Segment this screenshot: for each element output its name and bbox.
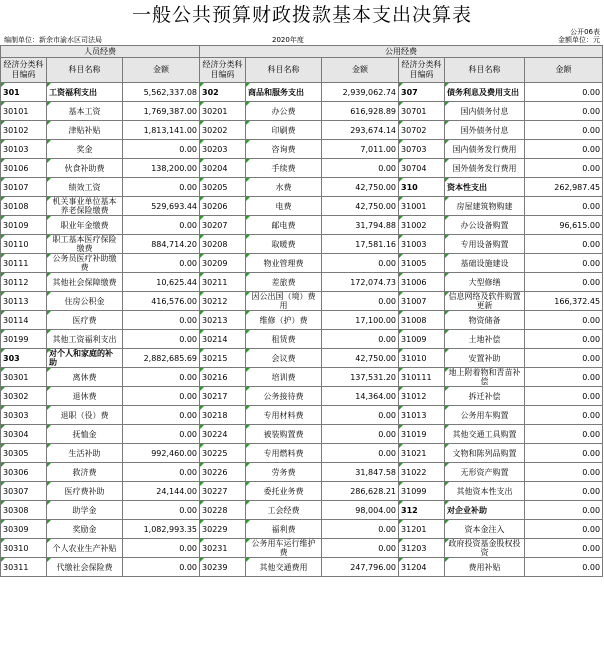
account-code-cell: 31204 [399, 558, 445, 577]
account-name-cell: 其他工资福利支出 [47, 330, 123, 349]
account-name-cell: 职工基本医疗保险缴费 [47, 235, 123, 254]
amount-cell: 616,928.89 [322, 102, 399, 121]
amount-cell: 0.00 [123, 330, 200, 349]
account-name-cell: 专用燃料费 [246, 444, 322, 463]
account-code-cell: 30112 [1, 273, 47, 292]
account-code-cell: 30304 [1, 425, 47, 444]
amount-cell: 0.00 [322, 330, 399, 349]
account-code-cell: 30203 [200, 140, 246, 159]
amount-cell: 0.00 [525, 520, 603, 539]
table-row [1, 140, 603, 159]
table-row [1, 349, 603, 368]
account-code-cell: 30215 [200, 349, 246, 368]
amount-cell: 0.00 [525, 425, 603, 444]
account-code-cell: 30301 [1, 368, 47, 387]
account-code-cell: 310 [399, 178, 445, 197]
name-column-header: 科目名称 [246, 58, 322, 83]
amount-cell: 0.00 [525, 539, 603, 558]
account-code-cell: 31201 [399, 520, 445, 539]
account-name-cell: 维修（护）费 [246, 311, 322, 330]
amount-cell: 0.00 [322, 406, 399, 425]
account-name-cell: 工会经费 [246, 501, 322, 520]
organization-label: 编制单位：新余市渝水区司法局 [4, 36, 102, 44]
amount-cell: 0.00 [123, 311, 200, 330]
account-name-cell: 电费 [246, 197, 322, 216]
account-name-cell: 安置补助 [445, 349, 525, 368]
account-code-cell: 30310 [1, 539, 47, 558]
account-code-cell: 30225 [200, 444, 246, 463]
account-name-cell: 邮电费 [246, 216, 322, 235]
account-name-cell: 地上附着物和青苗补偿 [445, 368, 525, 387]
account-code-cell: 31007 [399, 292, 445, 311]
account-code-cell: 30216 [200, 368, 246, 387]
account-name-cell: 奖金 [47, 140, 123, 159]
account-code-cell: 30306 [1, 463, 47, 482]
account-name-cell: 差旅费 [246, 273, 322, 292]
account-name-cell: 水费 [246, 178, 322, 197]
account-name-cell: 物业管理费 [246, 254, 322, 273]
code-column-header: 经济分类科目编码 [200, 58, 246, 83]
amount-cell: 0.00 [123, 558, 200, 577]
account-name-cell: 资本性支出 [445, 178, 525, 197]
account-code-cell: 31005 [399, 254, 445, 273]
expenditure-table [0, 45, 603, 577]
account-code-cell: 31099 [399, 482, 445, 501]
amount-cell: 0.00 [123, 216, 200, 235]
account-name-cell: 住房公积金 [47, 292, 123, 311]
amount-cell: 0.00 [123, 387, 200, 406]
amount-cell: 0.00 [525, 235, 603, 254]
amount-cell: 0.00 [525, 254, 603, 273]
account-name-cell: 咨询费 [246, 140, 322, 159]
account-code-cell: 31001 [399, 197, 445, 216]
account-name-cell: 债务利息及费用支出 [445, 83, 525, 102]
account-name-cell: 专用设备购置 [445, 235, 525, 254]
account-name-cell: 退休费 [47, 387, 123, 406]
account-code-cell: 310111 [399, 368, 445, 387]
amount-cell: 0.00 [123, 140, 200, 159]
table-row [1, 216, 603, 235]
amount-cell: 0.00 [525, 501, 603, 520]
account-name-cell: 物资储备 [445, 311, 525, 330]
account-code-cell: 301 [1, 83, 47, 102]
account-code-cell: 30701 [399, 102, 445, 121]
table-title: 一般公共预算财政拨款基本支出决算表 [131, 4, 472, 26]
account-name-cell: 培训费 [246, 368, 322, 387]
amount-cell: 172,074.73 [322, 273, 399, 292]
table-row [1, 102, 603, 121]
name-column-header: 科目名称 [47, 58, 123, 83]
account-name-cell: 拆迁补偿 [445, 387, 525, 406]
account-code-cell: 30201 [200, 102, 246, 121]
account-name-cell: 无形资产购置 [445, 463, 525, 482]
amount-cell: 0.00 [525, 368, 603, 387]
table-row [1, 311, 603, 330]
account-code-cell: 31003 [399, 235, 445, 254]
table-row [1, 463, 603, 482]
amount-cell: 0.00 [525, 83, 603, 102]
table-row [1, 444, 603, 463]
amount-cell: 1,769,387.00 [123, 102, 200, 121]
amount-cell: 0.00 [525, 121, 603, 140]
account-name-cell: 办公设备购置 [445, 216, 525, 235]
amount-cell: 0.00 [525, 197, 603, 216]
amount-cell: 286,628.21 [322, 482, 399, 501]
table-row [1, 520, 603, 539]
amount-cell: 0.00 [525, 463, 603, 482]
table-row [1, 558, 603, 577]
account-code-cell: 31012 [399, 387, 445, 406]
account-code-cell: 30311 [1, 558, 47, 577]
account-name-cell: 对企业补助 [445, 501, 525, 520]
account-code-cell: 30704 [399, 159, 445, 178]
amount-cell: 0.00 [525, 387, 603, 406]
account-code-cell: 30229 [200, 520, 246, 539]
account-name-cell: 公务员医疗补助缴费 [47, 254, 123, 273]
fiscal-year: 2020年度 [272, 36, 304, 44]
amount-cell: 1,813,141.00 [123, 121, 200, 140]
account-name-cell: 医疗费补助 [47, 482, 123, 501]
account-name-cell: 因公出国（境）费用 [246, 292, 322, 311]
name-column-header: 科目名称 [445, 58, 525, 83]
account-code-cell: 30109 [1, 216, 47, 235]
account-name-cell: 伙食补助费 [47, 159, 123, 178]
account-code-cell: 30110 [1, 235, 47, 254]
amount-cell: 0.00 [525, 273, 603, 292]
account-code-cell: 30213 [200, 311, 246, 330]
account-name-cell: 费用补贴 [445, 558, 525, 577]
table-row [1, 121, 603, 140]
account-code-cell: 30103 [1, 140, 47, 159]
amount-cell: 0.00 [322, 539, 399, 558]
amount-cell: 0.00 [322, 520, 399, 539]
table-row [1, 159, 603, 178]
account-code-cell: 31010 [399, 349, 445, 368]
amount-cell: 31,847.58 [322, 463, 399, 482]
account-name-cell: 会议费 [246, 349, 322, 368]
account-code-cell: 30227 [200, 482, 246, 501]
account-name-cell: 机关事业单位基本养老保险缴费 [47, 197, 123, 216]
amount-cell: 7,011.00 [322, 140, 399, 159]
account-code-cell: 30302 [1, 387, 47, 406]
account-name-cell: 印刷费 [246, 121, 322, 140]
account-code-cell: 30308 [1, 501, 47, 520]
amount-cell: 0.00 [123, 406, 200, 425]
account-code-cell: 30208 [200, 235, 246, 254]
account-name-cell: 对个人和家庭的补助 [47, 349, 123, 368]
table-row [1, 273, 603, 292]
table-row [1, 254, 603, 273]
account-name-cell: 公务接待费 [246, 387, 322, 406]
amount-cell: 0.00 [123, 178, 200, 197]
account-name-cell: 信息网络及软件购置更新 [445, 292, 525, 311]
account-code-cell: 307 [399, 83, 445, 102]
amount-cell: 0.00 [525, 558, 603, 577]
account-code-cell: 31008 [399, 311, 445, 330]
amount-cell: 1,082,993.35 [123, 520, 200, 539]
public-funds-header: 公用经费 [200, 46, 603, 58]
amount-cell: 416,576.00 [123, 292, 200, 311]
table-row [1, 330, 603, 349]
amount-cell: 0.00 [123, 368, 200, 387]
personnel-funds-header: 人员经费 [1, 46, 200, 58]
amount-cell: 5,562,337.08 [123, 83, 200, 102]
account-name-cell: 取暖费 [246, 235, 322, 254]
account-code-cell: 30239 [200, 558, 246, 577]
amount-cell: 0.00 [525, 330, 603, 349]
amount-cell: 529,693.44 [123, 197, 200, 216]
amount-cell: 10,625.44 [123, 273, 200, 292]
account-code-cell: 30113 [1, 292, 47, 311]
amount-cell: 0.00 [525, 482, 603, 501]
account-name-cell: 基本工资 [47, 102, 123, 121]
account-name-cell: 国外债务发行费用 [445, 159, 525, 178]
account-code-cell: 31203 [399, 539, 445, 558]
account-code-cell: 30703 [399, 140, 445, 159]
amount-cell: 0.00 [322, 254, 399, 273]
account-code-cell: 30199 [1, 330, 47, 349]
account-name-cell: 公务用车运行维护费 [246, 539, 322, 558]
amount-cell: 0.00 [123, 501, 200, 520]
amount-cell: 262,987.45 [525, 178, 603, 197]
amount-column-header: 金额 [322, 58, 399, 83]
amount-unit: 金额单位：元 [558, 36, 600, 44]
account-name-cell: 资本金注入 [445, 520, 525, 539]
account-code-cell: 30106 [1, 159, 47, 178]
account-code-cell: 31021 [399, 444, 445, 463]
account-name-cell: 土地补偿 [445, 330, 525, 349]
account-code-cell: 30101 [1, 102, 47, 121]
amount-cell: 0.00 [322, 159, 399, 178]
account-code-cell: 30108 [1, 197, 47, 216]
account-code-cell: 30214 [200, 330, 246, 349]
account-name-cell: 津贴补贴 [47, 121, 123, 140]
account-name-cell: 其他资本性支出 [445, 482, 525, 501]
account-code-cell: 30307 [1, 482, 47, 501]
table-row [1, 197, 603, 216]
amount-cell: 0.00 [525, 159, 603, 178]
account-code-cell: 31019 [399, 425, 445, 444]
amount-cell: 0.00 [525, 349, 603, 368]
account-name-cell: 基础设施建设 [445, 254, 525, 273]
account-name-cell: 文物和陈列品购置 [445, 444, 525, 463]
amount-column-header: 金额 [525, 58, 603, 83]
amount-cell: 0.00 [525, 311, 603, 330]
account-code-cell: 30102 [1, 121, 47, 140]
account-code-cell: 31013 [399, 406, 445, 425]
account-code-cell: 303 [1, 349, 47, 368]
table-row [1, 292, 603, 311]
account-code-cell: 30202 [200, 121, 246, 140]
amount-cell: 17,100.00 [322, 311, 399, 330]
amount-cell: 0.00 [123, 463, 200, 482]
account-name-cell: 医疗费 [47, 311, 123, 330]
account-code-cell: 30218 [200, 406, 246, 425]
account-name-cell: 福利费 [246, 520, 322, 539]
account-code-cell: 30303 [1, 406, 47, 425]
amount-cell: 0.00 [123, 425, 200, 444]
amount-cell: 96,615.00 [525, 216, 603, 235]
account-name-cell: 专用材料费 [246, 406, 322, 425]
account-name-cell: 奖励金 [47, 520, 123, 539]
amount-cell: 98,004.00 [322, 501, 399, 520]
amount-cell: 138,200.00 [123, 159, 200, 178]
account-name-cell: 救济费 [47, 463, 123, 482]
amount-cell: 14,364.00 [322, 387, 399, 406]
account-name-cell: 绩效工资 [47, 178, 123, 197]
account-code-cell: 30211 [200, 273, 246, 292]
form-number: 公开06表 [570, 28, 600, 36]
account-code-cell: 30107 [1, 178, 47, 197]
code-column-header: 经济分类科目编码 [1, 58, 47, 83]
account-code-cell: 30209 [200, 254, 246, 273]
account-name-cell: 手续费 [246, 159, 322, 178]
account-code-cell: 31009 [399, 330, 445, 349]
amount-cell: 0.00 [123, 539, 200, 558]
amount-cell: 293,674.14 [322, 121, 399, 140]
account-name-cell: 国外债务付息 [445, 121, 525, 140]
account-code-cell: 30207 [200, 216, 246, 235]
account-name-cell: 租赁费 [246, 330, 322, 349]
amount-cell: 0.00 [123, 254, 200, 273]
table-row [1, 501, 603, 520]
account-name-cell: 国内债务付息 [445, 102, 525, 121]
account-code-cell: 30206 [200, 197, 246, 216]
table-row [1, 178, 603, 197]
table-row [1, 425, 603, 444]
amount-cell: 992,460.00 [123, 444, 200, 463]
amount-cell: 42,750.00 [322, 349, 399, 368]
account-code-cell: 30228 [200, 501, 246, 520]
account-name-cell: 其他交通工具购置 [445, 425, 525, 444]
amount-cell: 42,750.00 [322, 197, 399, 216]
table-row [1, 539, 603, 558]
amount-cell: 0.00 [322, 425, 399, 444]
account-code-cell: 31006 [399, 273, 445, 292]
amount-cell: 0.00 [322, 292, 399, 311]
account-code-cell: 30111 [1, 254, 47, 273]
account-name-cell: 大型修缮 [445, 273, 525, 292]
account-code-cell: 30702 [399, 121, 445, 140]
account-name-cell: 生活补助 [47, 444, 123, 463]
amount-column-header: 金额 [123, 58, 200, 83]
amount-cell: 24,144.00 [123, 482, 200, 501]
account-code-cell: 30224 [200, 425, 246, 444]
account-code-cell: 30309 [1, 520, 47, 539]
account-name-cell: 劳务费 [246, 463, 322, 482]
amount-cell: 2,939,062.74 [322, 83, 399, 102]
table-row [1, 368, 603, 387]
amount-cell: 31,794.88 [322, 216, 399, 235]
table-row [1, 482, 603, 501]
account-code-cell: 312 [399, 501, 445, 520]
account-name-cell: 国内债务发行费用 [445, 140, 525, 159]
code-column-header: 经济分类科目编码 [399, 58, 445, 83]
account-code-cell: 30114 [1, 311, 47, 330]
account-code-cell: 31002 [399, 216, 445, 235]
account-name-cell: 其他社会保障缴费 [47, 273, 123, 292]
amount-cell: 166,372.45 [525, 292, 603, 311]
amount-cell: 0.00 [525, 102, 603, 121]
account-name-cell: 离休费 [47, 368, 123, 387]
account-code-cell: 302 [200, 83, 246, 102]
account-name-cell: 其他交通费用 [246, 558, 322, 577]
account-code-cell: 30204 [200, 159, 246, 178]
table-row [1, 387, 603, 406]
account-code-cell: 30305 [1, 444, 47, 463]
amount-cell: 0.00 [525, 406, 603, 425]
account-name-cell: 个人农业生产补贴 [47, 539, 123, 558]
amount-cell: 247,796.00 [322, 558, 399, 577]
table-row [1, 406, 603, 425]
account-name-cell: 公务用车购置 [445, 406, 525, 425]
amount-cell: 137,531.20 [322, 368, 399, 387]
account-code-cell: 30231 [200, 539, 246, 558]
amount-cell: 42,750.00 [322, 178, 399, 197]
amount-cell: 17,581.16 [322, 235, 399, 254]
amount-cell: 0.00 [525, 140, 603, 159]
account-name-cell: 办公费 [246, 102, 322, 121]
account-code-cell: 30212 [200, 292, 246, 311]
account-name-cell: 委托业务费 [246, 482, 322, 501]
account-name-cell: 退职（役）费 [47, 406, 123, 425]
account-name-cell: 政府投资基金股权投资 [445, 539, 525, 558]
account-code-cell: 30217 [200, 387, 246, 406]
account-name-cell: 助学金 [47, 501, 123, 520]
account-name-cell: 工资福利支出 [47, 83, 123, 102]
amount-cell: 0.00 [525, 444, 603, 463]
amount-cell: 2,882,685.69 [123, 349, 200, 368]
account-name-cell: 抚恤金 [47, 425, 123, 444]
amount-cell: 884,714.20 [123, 235, 200, 254]
account-code-cell: 30226 [200, 463, 246, 482]
table-row [1, 83, 603, 102]
table-row [1, 235, 603, 254]
account-name-cell: 商品和服务支出 [246, 83, 322, 102]
account-name-cell: 代缴社会保险费 [47, 558, 123, 577]
account-name-cell: 房屋建筑物购建 [445, 197, 525, 216]
account-name-cell: 职业年金缴费 [47, 216, 123, 235]
account-code-cell: 30205 [200, 178, 246, 197]
account-name-cell: 被装购置费 [246, 425, 322, 444]
amount-cell: 0.00 [322, 444, 399, 463]
account-code-cell: 31022 [399, 463, 445, 482]
